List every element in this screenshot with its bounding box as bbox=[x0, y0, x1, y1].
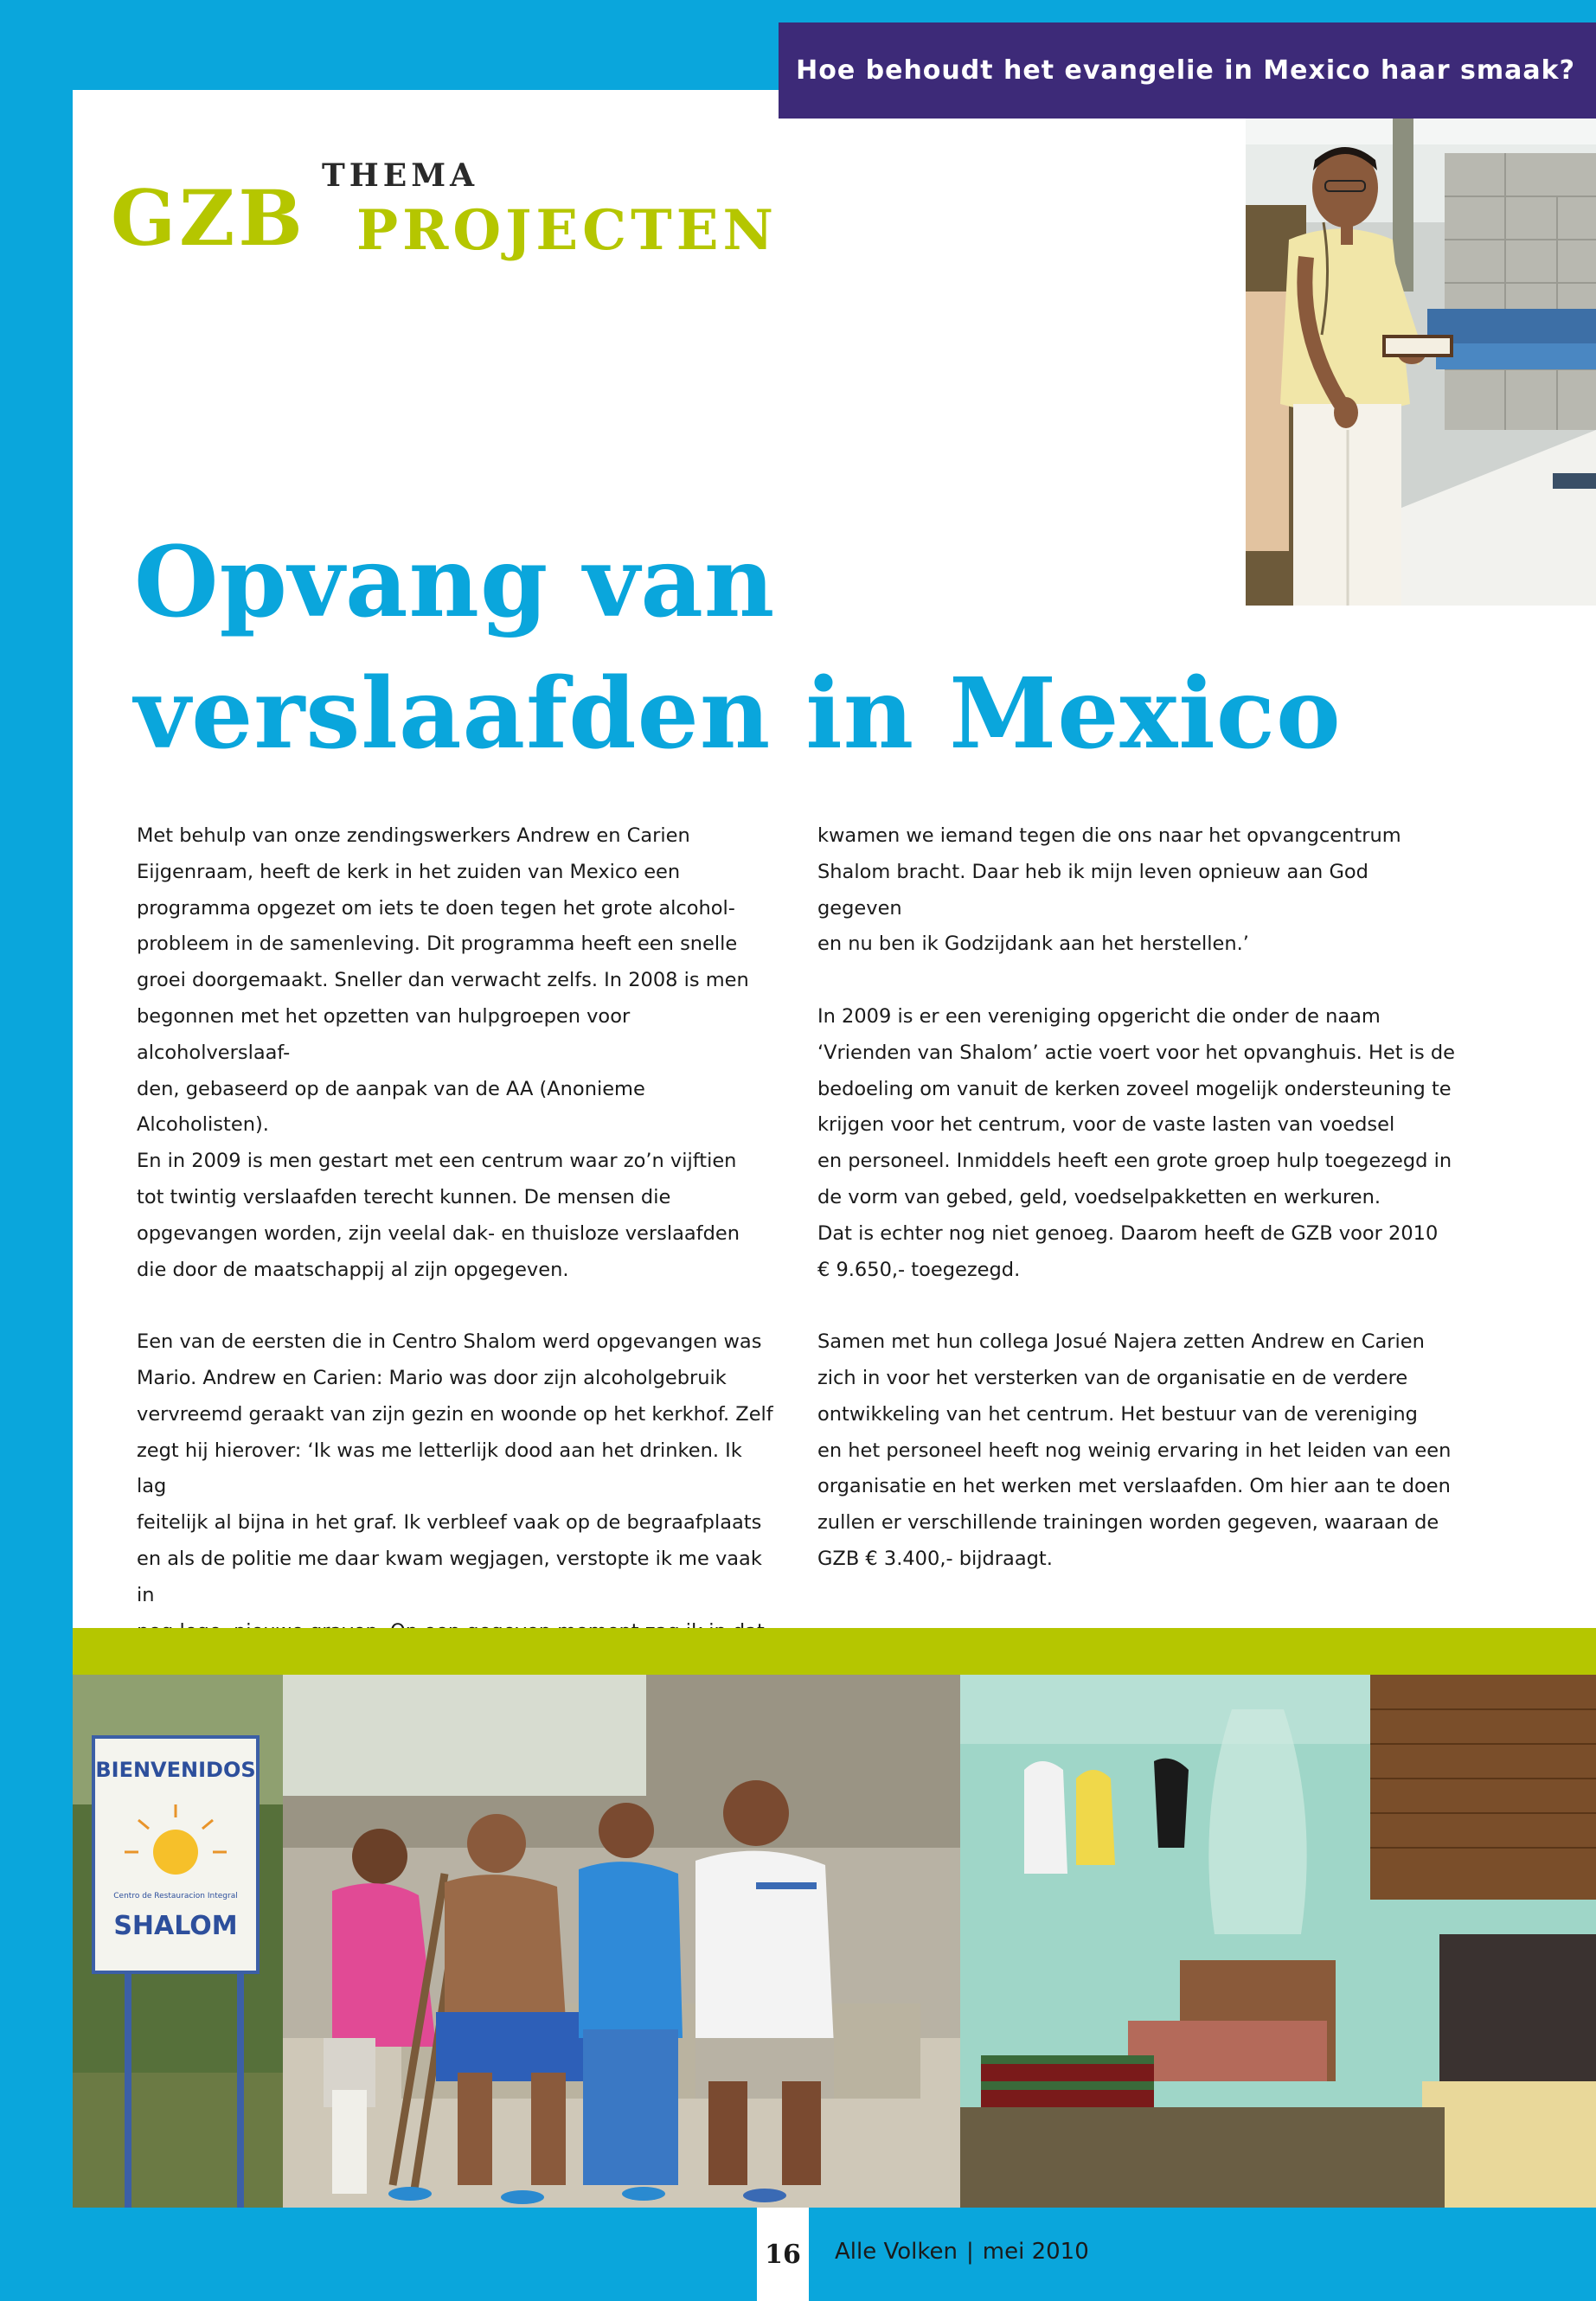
text-line: tot twintig verslaafden terecht kunnen. De mensen die bbox=[137, 1185, 671, 1208]
text-line: zich in voor het versterken van de organisatie en de verdere bbox=[817, 1366, 1408, 1389]
headline-line-2: verslaafden in Mexico bbox=[134, 657, 1342, 771]
headline-line-1: Opvang van bbox=[134, 526, 776, 639]
photo-group-of-men bbox=[283, 1675, 960, 2208]
text-line: Shalom bracht. Daar heb ik mijn leven opnieuw aan God gegeven bbox=[817, 860, 1368, 920]
footer-publication bbox=[835, 2239, 1089, 2265]
green-divider-band bbox=[73, 1628, 1596, 1675]
photo-strip-drawing bbox=[73, 1675, 1596, 2208]
text-line: probleem in de samenleving. Dit programma heeft een snelle bbox=[137, 933, 738, 956]
text-line: die door de maatschappij al zijn opgegeven. bbox=[137, 1258, 569, 1281]
banner-text: Hoe behoudt het evangelie in Mexico haar smaak? bbox=[796, 55, 1575, 86]
text-line: Samen met hun collega Josué Najera zetten Andrew en Carien bbox=[817, 1330, 1425, 1354]
text-line: ‘Vrienden van Shalom’ actie voert voor het opvanghuis. Het is de bbox=[817, 1041, 1455, 1064]
text-line: In 2009 is er een vereniging opgericht die onder de naam bbox=[817, 1004, 1381, 1028]
text-line: begonnen met het opzetten van hulpgroepen voor alcoholverslaaf- bbox=[137, 1004, 631, 1064]
text-line: Mario. Andrew en Carien: Mario was door zijn alcoholgebruik bbox=[137, 1366, 727, 1389]
text-line: GZB € 3.400,- bijdraagt. bbox=[817, 1547, 1053, 1570]
text-line: kwamen we iemand tegen die ons naar het opvangcentrum bbox=[817, 824, 1401, 847]
logo-thema-text: THEMA bbox=[322, 157, 479, 194]
sign-text-welcome: BIENVENIDOS bbox=[95, 1758, 256, 1782]
text-line: en als de politie me daar kwam wegjagen, verstopte ik me vaak in bbox=[137, 1547, 762, 1606]
text-line: en personeel. Inmiddels heeft een grote groep hulp toegezegd in bbox=[817, 1150, 1452, 1173]
left-frame-band bbox=[0, 0, 73, 2301]
text-line: krijgen voor het centrum, voor de vaste lasten van voedsel bbox=[817, 1113, 1395, 1137]
text-line: zullen er verschillende trainingen worden gegeven, waaraan de bbox=[817, 1511, 1439, 1535]
text-line: Dat is echter nog niet genoeg. Daarom heeft de GZB voor 2010 bbox=[817, 1221, 1439, 1245]
text-line: vervreemd geraakt van zijn gezin en woonde op het kerkhof. Zelf bbox=[137, 1402, 773, 1426]
text-line: € 9.650,- toegezegd. bbox=[817, 1258, 1021, 1281]
footer-separator: | bbox=[966, 2239, 974, 2265]
text-line: de vorm van gebed, geld, voedselpakketten en werkuren. bbox=[817, 1185, 1381, 1208]
text-line: zegt hij hierover: ‘Ik was me letterlijk dood aan het drinken. Ik lag bbox=[137, 1439, 742, 1498]
photo-strip bbox=[73, 1675, 1596, 2208]
article-column-right bbox=[817, 818, 1458, 1578]
logo-gzb-text: GZB bbox=[111, 173, 306, 263]
photo-welcome-sign bbox=[73, 1675, 283, 2208]
text-line: ontwikkeling van het centrum. Het bestuur van de vereniging bbox=[817, 1402, 1418, 1426]
text-line: bedoeling om vanuit de kerken zoveel mogelijk ondersteuning te bbox=[817, 1077, 1452, 1100]
section-banner bbox=[779, 22, 1596, 119]
text-line: en nu ben ik Godzijdank aan het herstellen.’ bbox=[817, 933, 1249, 956]
text-line: en het personeel heeft nog weinig ervaring in het leiden van een bbox=[817, 1439, 1452, 1462]
paragraph-gap bbox=[817, 1288, 1458, 1324]
article-column-left bbox=[137, 818, 777, 1722]
sign-text-center: Centro de Restauracion Integral bbox=[113, 1892, 238, 1900]
page-number: 16 bbox=[757, 2208, 809, 2301]
text-line: organisatie en het werken met verslaafden. Om hier aan te doen bbox=[817, 1475, 1451, 1498]
text-line: Eijgenraam, heeft de kerk in het zuiden van Mexico een bbox=[137, 860, 681, 883]
text-line: Een van de eersten die in Centro Shalom werd opgevangen was bbox=[137, 1330, 762, 1354]
sign-text-shalom: SHALOM bbox=[113, 1911, 238, 1941]
text-line: feitelijk al bijna in het graf. Ik verbleef vaak op de begraafplaats bbox=[137, 1511, 762, 1535]
text-line: groei doorgemaakt. Sneller dan verwacht zelfs. In 2008 is men bbox=[137, 969, 749, 992]
logo-projecten-text: PROJECTEN bbox=[356, 198, 778, 263]
paragraph-gap bbox=[137, 1288, 777, 1324]
article-headline bbox=[134, 517, 1432, 780]
text-line: Met behulp van onze zendingswerkers Andrew en Carien bbox=[137, 824, 690, 847]
text-line: programma opgezet om iets te doen tegen het grote alcohol- bbox=[137, 896, 735, 920]
text-line: opgevangen worden, zijn veelal dak- en thuisloze verslaafden bbox=[137, 1221, 740, 1245]
paragraph-gap bbox=[817, 963, 1458, 999]
text-line: En in 2009 is men gestart met een centrum waar zo’n vijftien bbox=[137, 1150, 737, 1173]
photo-dormitory-room bbox=[960, 1675, 1596, 2208]
issue-date: mei 2010 bbox=[982, 2239, 1089, 2265]
magazine-name: Alle Volken bbox=[835, 2239, 958, 2265]
text-line: den, gebaseerd op de aanpak van de AA (Anonieme Alcoholisten). bbox=[137, 1077, 645, 1137]
